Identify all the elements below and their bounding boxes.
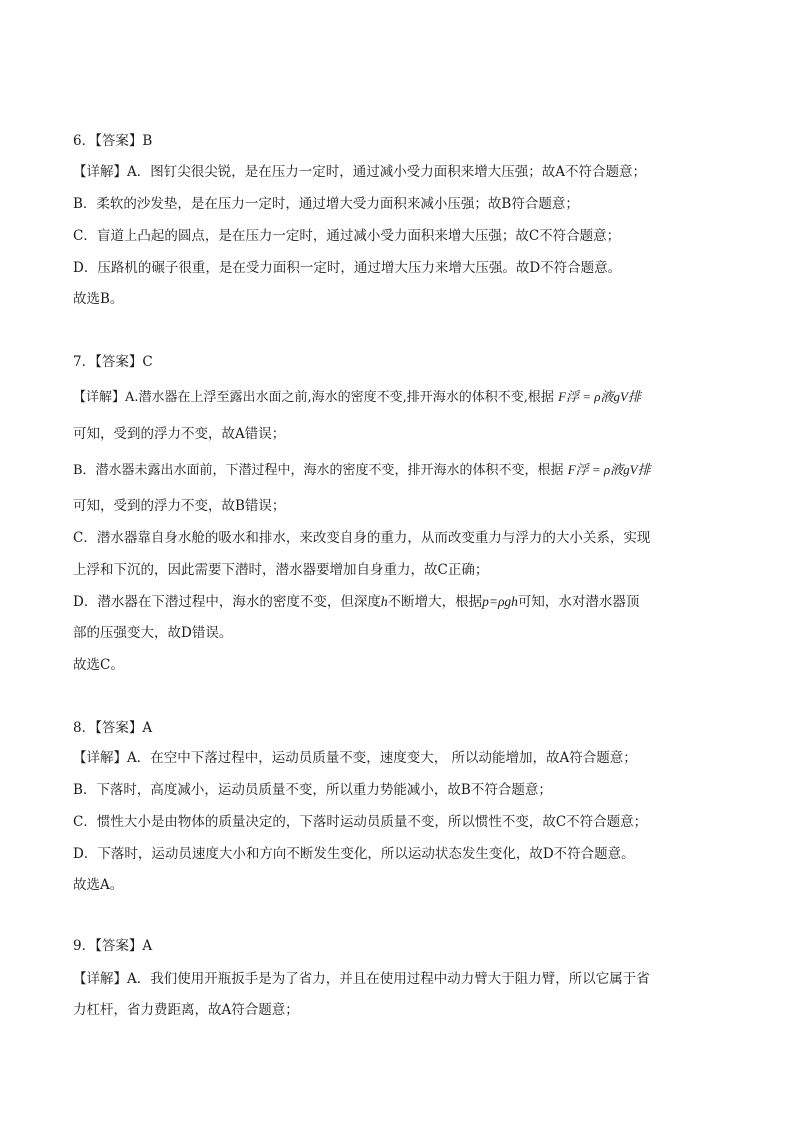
depth-symbol: h (380, 594, 388, 609)
q6-explanation-line: C．盲道上凸起的圆点，是在压力一定时，通过减小受力面积来增大压强；故C不符合题意； (73, 228, 621, 244)
q7-answer-header: 7．【答案】C (73, 354, 153, 370)
q7-explanation-line: C．潜水器靠自身水舱的吸水和排水，来改变自身的重力，从而改变重力与浮力的大小关系，实现 (73, 530, 651, 546)
q6-explanation-line: D．压路机的碾子很重，是在受力面积一定时，通过增大压力来增大压强。故D不符合题意。 (73, 260, 622, 276)
pressure-formula: p=ρgh (482, 594, 518, 609)
q6-answer-header: 6．【答案】B (73, 133, 153, 149)
buoyancy-formula: F浮 = ρ液gV排 (558, 389, 641, 404)
q7-line-text: 可知，水对潜水器顶 (517, 594, 640, 610)
q9-explanation-line: 【详解】A．我们使用开瓶扳手是为了省力，并且在使用过程中动力臂大于阻力臂，所以它属于省 (73, 971, 650, 987)
q7-conclusion: 故选C。 (73, 657, 124, 673)
q7-line-text: 不断增大，根据 (387, 594, 483, 610)
q8-conclusion: 故选A。 (73, 877, 124, 893)
q7-explanation-line (73, 461, 651, 480)
q7-explanation-line: 可知，受到的浮力不变，故B错误； (73, 498, 286, 514)
q7-explanation-line (73, 593, 639, 611)
q7-explanation-line: 部的压强变大，故D错误。 (73, 625, 233, 641)
buoyancy-formula: F浮 = ρ液gV排 (567, 462, 651, 477)
q7-explanation-line (73, 388, 641, 407)
q8-explanation-line: C．惯性大小是由物体的质量决定的，下落时运动员质量不变，所以惯性不变，故C不符合题意； (73, 814, 648, 830)
q7-line-text: 【详解】A.潜水器在上浮至露出水面之前,海水的密度不变,排开海水的体积不变,根据 (73, 390, 554, 405)
q6-explanation-line: B．柔软的沙发垫，是在压力一定时，通过增大受力面积来减小压强；故B符合题意； (73, 196, 579, 212)
q7-line-text: B．潜水器未露出水面前，下潜过程中，海水的密度不变，排开海水的体积不变，根据 (73, 463, 564, 478)
q9-answer-header: 9．【答案】A (73, 938, 153, 954)
q9-explanation-line: 力杠杆，省力费距离，故A符合题意； (73, 1002, 299, 1018)
q7-explanation-line: 上浮和下沉的，因此需要下潜时，潜水器要增加自身重力，故C正确； (73, 562, 489, 578)
q6-explanation-line: 【详解】A．图钉尖很尖锐，是在压力一定时，通过减小受力面积来增大压强；故A不符合题意； (73, 164, 646, 180)
q6-conclusion: 故选B。 (73, 291, 124, 307)
q8-answer-header: 8．【答案】A (73, 720, 153, 736)
q8-explanation-line: B．下落时，高度减小，运动员质量不变，所以重力势能减小，故B不符合题意； (73, 782, 552, 798)
q7-explanation-line: 可知，受到的浮力不变，故A错误； (73, 426, 286, 442)
q8-explanation-line: 【详解】A．在空中下落过程中，运动员质量不变，速度变大， 所以动能增加，故A符合题意； (73, 750, 637, 766)
q7-line-text: D．潜水器在下潜过程中，海水的密度不变，但深度 (73, 594, 381, 610)
q8-explanation-line: D．下落时，运动员速度大小和方向不断发生变化，所以运动状态发生变化，故D不符合题意。 (73, 846, 635, 862)
